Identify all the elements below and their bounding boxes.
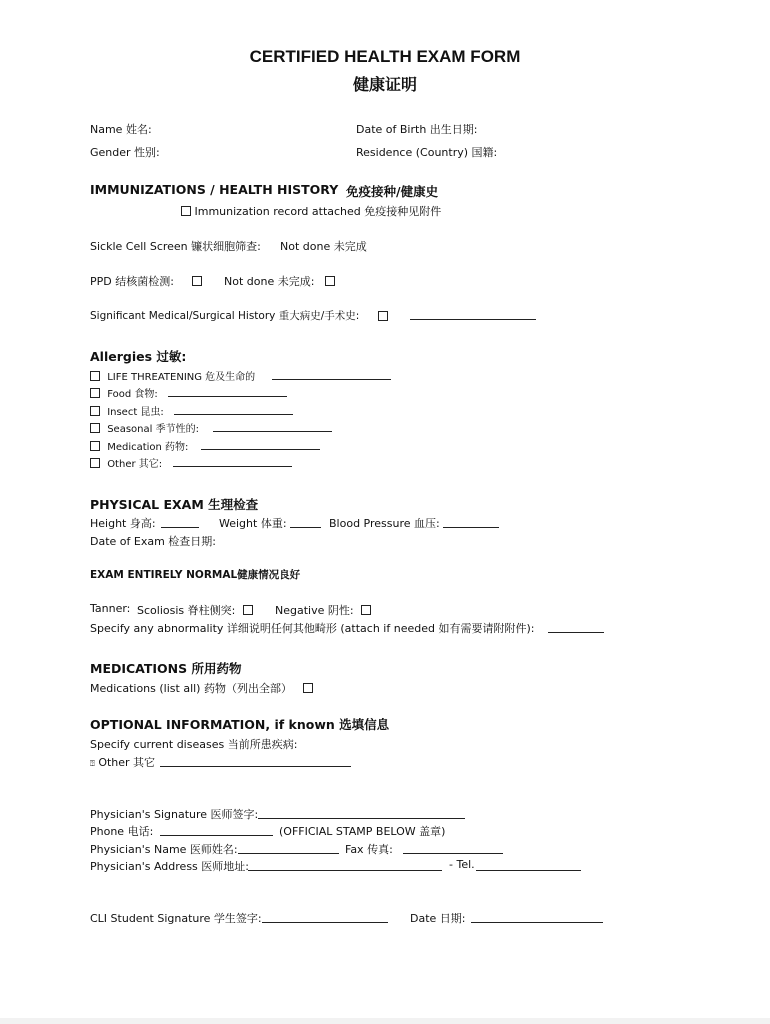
blood-pressure-field[interactable] xyxy=(443,527,499,528)
tanner-label: Tanner: xyxy=(90,602,131,615)
optional-other-field[interactable] xyxy=(160,766,351,767)
fax-field[interactable] xyxy=(403,853,503,854)
page-bottom-edge xyxy=(0,1018,770,1024)
height-field[interactable] xyxy=(161,527,199,528)
tel-label: - Tel. xyxy=(449,858,475,871)
allergy-food xyxy=(90,385,158,400)
allergy-label: Insect 昆虫: xyxy=(107,407,164,418)
current-diseases-label: Specify current diseases 当前所患疾病: xyxy=(90,738,298,751)
allergy-checkbox[interactable] xyxy=(90,423,100,433)
missing-glyph-icon: ⍰ xyxy=(90,759,95,768)
physical-exam-heading: PHYSICAL EXAM 生理检查 xyxy=(90,497,259,512)
gender-label: Gender 性别: xyxy=(90,146,160,159)
allergy-insect xyxy=(90,403,164,418)
allergy-checkbox[interactable] xyxy=(90,371,100,381)
medications-heading: MEDICATIONS 所用药物 xyxy=(90,661,242,676)
allergy-label: LIFE THREATENING 危及生命的 xyxy=(107,372,256,383)
allergy-other-field[interactable] xyxy=(173,466,292,467)
sickle-cell-label: Sickle Cell Screen 镰状细胞筛查: xyxy=(90,240,261,253)
allergy-insect-field[interactable] xyxy=(174,414,293,415)
name-label: Name 姓名: xyxy=(90,123,152,136)
physician-address-label: Physician's Address 医师地址: xyxy=(90,860,249,873)
abnormality-label: Specify any abnormality 详细说明任何其他畸形 (attach if needed 如有需要请附附件): xyxy=(90,622,535,635)
allergy-label: Seasonal 季节性的: xyxy=(107,424,199,435)
exam-date-label: Date of Exam 检查日期: xyxy=(90,535,217,548)
physician-name-label: Physician's Name 医师姓名: xyxy=(90,843,238,856)
significant-history-label: Significant Medical/Surgical History 重大病史/手术史: xyxy=(90,310,360,322)
immunization-record-label: Immunization record attached 免疫接种见附件 xyxy=(194,205,442,218)
physician-address-field[interactable] xyxy=(248,870,442,871)
allergy-label: Medication 药物: xyxy=(107,442,189,453)
official-stamp-label: (OFFICIAL STAMP BELOW 盖章) xyxy=(279,825,446,838)
form-subtitle: 健康证明 xyxy=(352,75,417,94)
form-title: CERTIFIED HEALTH EXAM FORM xyxy=(249,47,521,66)
allergy-checkbox[interactable] xyxy=(90,441,100,451)
sickle-not-done-label: Not done 未完成 xyxy=(280,240,367,253)
allergy-medication-field[interactable] xyxy=(201,449,320,450)
medications-checkbox[interactable] xyxy=(303,683,313,693)
allergy-seasonal xyxy=(90,420,199,435)
immunization-record-checkbox[interactable] xyxy=(181,206,191,216)
allergy-life-threatening-field[interactable] xyxy=(272,379,391,380)
allergy-seasonal-field[interactable] xyxy=(213,431,332,432)
allergy-checkbox[interactable] xyxy=(90,458,100,468)
immunization-record-row xyxy=(181,203,441,219)
significant-history-checkbox[interactable] xyxy=(378,311,388,321)
scoliosis-label: Scoliosis 脊柱侧突: xyxy=(137,604,236,617)
allergy-label: Food 食物: xyxy=(107,389,158,400)
ppd-not-done-label: Not done 未完成: xyxy=(224,275,315,288)
phone-field[interactable] xyxy=(160,835,273,836)
weight-field[interactable] xyxy=(290,527,321,528)
height-label: Height 身高: xyxy=(90,517,156,530)
allergy-checkbox[interactable] xyxy=(90,406,100,416)
dob-label: Date of Birth 出生日期: xyxy=(356,123,478,136)
immunizations-heading-cn: 免疫接种/健康史 xyxy=(346,184,439,199)
fax-label: Fax 传真: xyxy=(345,843,393,856)
abnormality-field[interactable] xyxy=(548,632,604,633)
optional-other-row xyxy=(90,754,155,770)
tel-field[interactable] xyxy=(476,870,581,871)
medications-list-label: Medications (list all) 药物（列出全部） xyxy=(90,682,292,695)
blood-pressure-label: Blood Pressure 血压: xyxy=(329,517,440,530)
student-date-label: Date 日期: xyxy=(410,912,466,925)
significant-history-field[interactable] xyxy=(410,319,536,320)
residence-label: Residence (Country) 国籍: xyxy=(356,146,498,159)
allergies-heading: Allergies 过敏: xyxy=(90,349,187,364)
allergy-food-field[interactable] xyxy=(168,396,287,397)
physician-signature-field[interactable] xyxy=(258,818,465,819)
phone-label: Phone 电话: xyxy=(90,825,154,838)
negative-checkbox[interactable] xyxy=(361,605,371,615)
student-date-field[interactable] xyxy=(471,922,603,923)
optional-other-label: Other 其它 xyxy=(98,756,156,769)
allergy-checkbox[interactable] xyxy=(90,388,100,398)
physician-signature-label: Physician's Signature 医师签字: xyxy=(90,808,259,821)
ppd-label: PPD 结核菌检测: xyxy=(90,275,174,288)
ppd-not-done-checkbox[interactable] xyxy=(325,276,335,286)
optional-info-heading: OPTIONAL INFORMATION, if known 选填信息 xyxy=(90,717,390,732)
immunizations-heading: IMMUNIZATIONS / HEALTH HISTORY xyxy=(90,182,339,197)
exam-normal-label: EXAM ENTIRELY NORMAL健康情况良好 xyxy=(90,569,301,581)
allergy-other xyxy=(90,455,162,470)
ppd-checkbox[interactable] xyxy=(192,276,202,286)
negative-label: Negative 阴性: xyxy=(275,604,354,617)
allergy-life-threatening xyxy=(90,368,255,383)
student-signature-label: CLI Student Signature 学生签字: xyxy=(90,912,262,925)
weight-label: Weight 体重: xyxy=(219,517,287,530)
scoliosis-checkbox[interactable] xyxy=(243,605,253,615)
physician-name-field[interactable] xyxy=(238,853,339,854)
student-signature-field[interactable] xyxy=(262,922,388,923)
allergy-label: Other 其它: xyxy=(107,459,163,470)
allergy-medication xyxy=(90,438,188,453)
